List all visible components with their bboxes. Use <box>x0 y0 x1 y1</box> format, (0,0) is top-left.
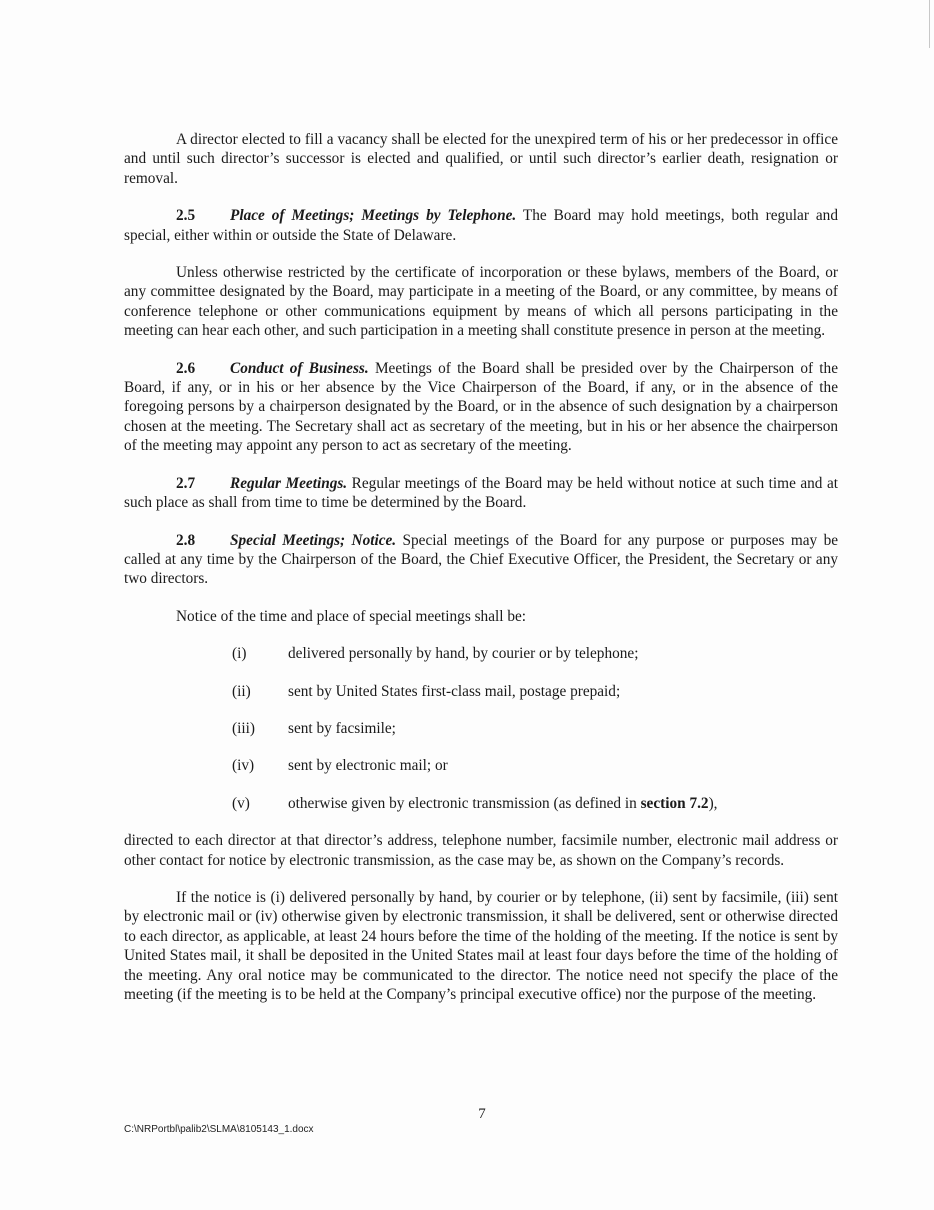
section-2-5 <box>124 206 838 245</box>
section-2-6 <box>124 359 838 456</box>
section-title: Special Meetings; Notice. <box>230 531 397 549</box>
section-text: The Board may hold meetings, both regular and special, either within or outside the State of Delaware. <box>124 207 838 244</box>
section-title: Conduct of Business. <box>230 359 369 377</box>
list-item-text: delivered personally by hand, by courier or by telephone; <box>288 645 639 663</box>
section-title: Place of Meetings; Meetings by Telephone. <box>230 207 517 225</box>
list-item-number: (iii) <box>232 719 255 737</box>
scan-edge-mark <box>929 0 930 48</box>
page-number: 7 <box>478 1106 486 1122</box>
section-number: 2.7 <box>176 474 196 492</box>
paragraph-if-notice: If the notice is (i) delivered personally by hand, by courier or by telephone, (ii) sent by facsimile, (iii) sent by electronic mail or (iv) otherwise given by electronic transmission, it shall be delivered, sent or otherwise directed to each director, as applicable, at least 24 hours before the time of the holding of the meeting. If the notice is sent by United States mail, it shall be deposited in the United States mail at least four days before the time of the holding of the meeting. Any oral notice may be communicated to the director. The notice need not specify the place of the meeting (if the meeting is to be held at the Company’s principal executive office) nor the purpose of the meeting. <box>124 888 838 1003</box>
paragraph-notice-intro: Notice of the time and place of special meetings shall be: <box>176 607 527 625</box>
list-item-text-tail: ), <box>708 794 718 812</box>
list-item-text: sent by facsimile; <box>288 719 396 737</box>
section-text: Special meetings of the Board for any purpose or purposes may be called at any time by the Chairperson of the Board, the Chief Executive Officer, the President, the Secretary or any two directors. <box>124 531 839 588</box>
list-item-text-lead: otherwise given by electronic transmission (as defined in <box>288 794 641 812</box>
document-body <box>124 130 838 1004</box>
section-number: 2.6 <box>176 359 196 377</box>
list-item-text: sent by United States first-class mail, postage prepaid; <box>288 682 621 700</box>
section-2-7 <box>124 474 838 513</box>
list-item <box>124 756 838 775</box>
paragraph-unless: Unless otherwise restricted by the certificate of incorporation or these bylaws, members of the Board, or any committee designated by the Board, may participate in a meeting of the Board, or any committee, by means of conference telephone or other communications equipment by means of which all persons participating in the meeting can hear each other, and such participation in a meeting shall constitute presence in person at the meeting. <box>124 264 838 340</box>
section-text: Meetings of the Board shall be presided over by the Chairperson of the Board, if any, or in his or her absence by the Vice Chairperson of the Board, if any, or in the absence of the foregoing persons by a chairperson designated by the Board, or in the absence of such designation by a chairperson chosen at the meeting. The Secretary shall act as secretary of the meeting, but in his or her absence the chairperson of the meeting may appoint any person to act as secretary of the meeting. <box>124 359 838 455</box>
paragraph-directed: directed to each director at that director’s address, telephone number, facsimile number, electronic mail address or other contact for notice by electronic transmission, as the case may be, as shown on the Company’s records. <box>124 832 838 869</box>
list-item <box>124 644 838 663</box>
list-item <box>124 719 838 738</box>
section-reference: section 7.2 <box>640 794 709 812</box>
list-item-number: (i) <box>232 645 247 663</box>
section-number: 2.8 <box>176 531 196 549</box>
list-item <box>124 682 838 701</box>
paragraph-vacancy: A director elected to fill a vacancy shall be elected for the unexpired term of his or her predecessor in office and until such director’s successor is elected and qualified, or until such director’s earlier death, resignation or removal. <box>124 131 838 187</box>
section-2-8 <box>124 531 838 589</box>
section-title: Regular Meetings. <box>230 474 348 492</box>
list-item-text <box>288 794 838 813</box>
section-text: Regular meetings of the Board may be held without notice at such time and at such place as shall from time to time be determined by the Board. <box>124 474 839 512</box>
section-number: 2.5 <box>176 207 196 225</box>
file-path: C:\NRPortbl\palib2\SLMA\8105143_1.docx <box>124 1124 314 1135</box>
list-item <box>124 794 838 813</box>
list-item-number: (iv) <box>232 757 255 775</box>
list-item-number: (v) <box>232 794 250 812</box>
list-item-number: (ii) <box>232 682 251 700</box>
list-item-text: sent by electronic mail; or <box>288 757 448 775</box>
